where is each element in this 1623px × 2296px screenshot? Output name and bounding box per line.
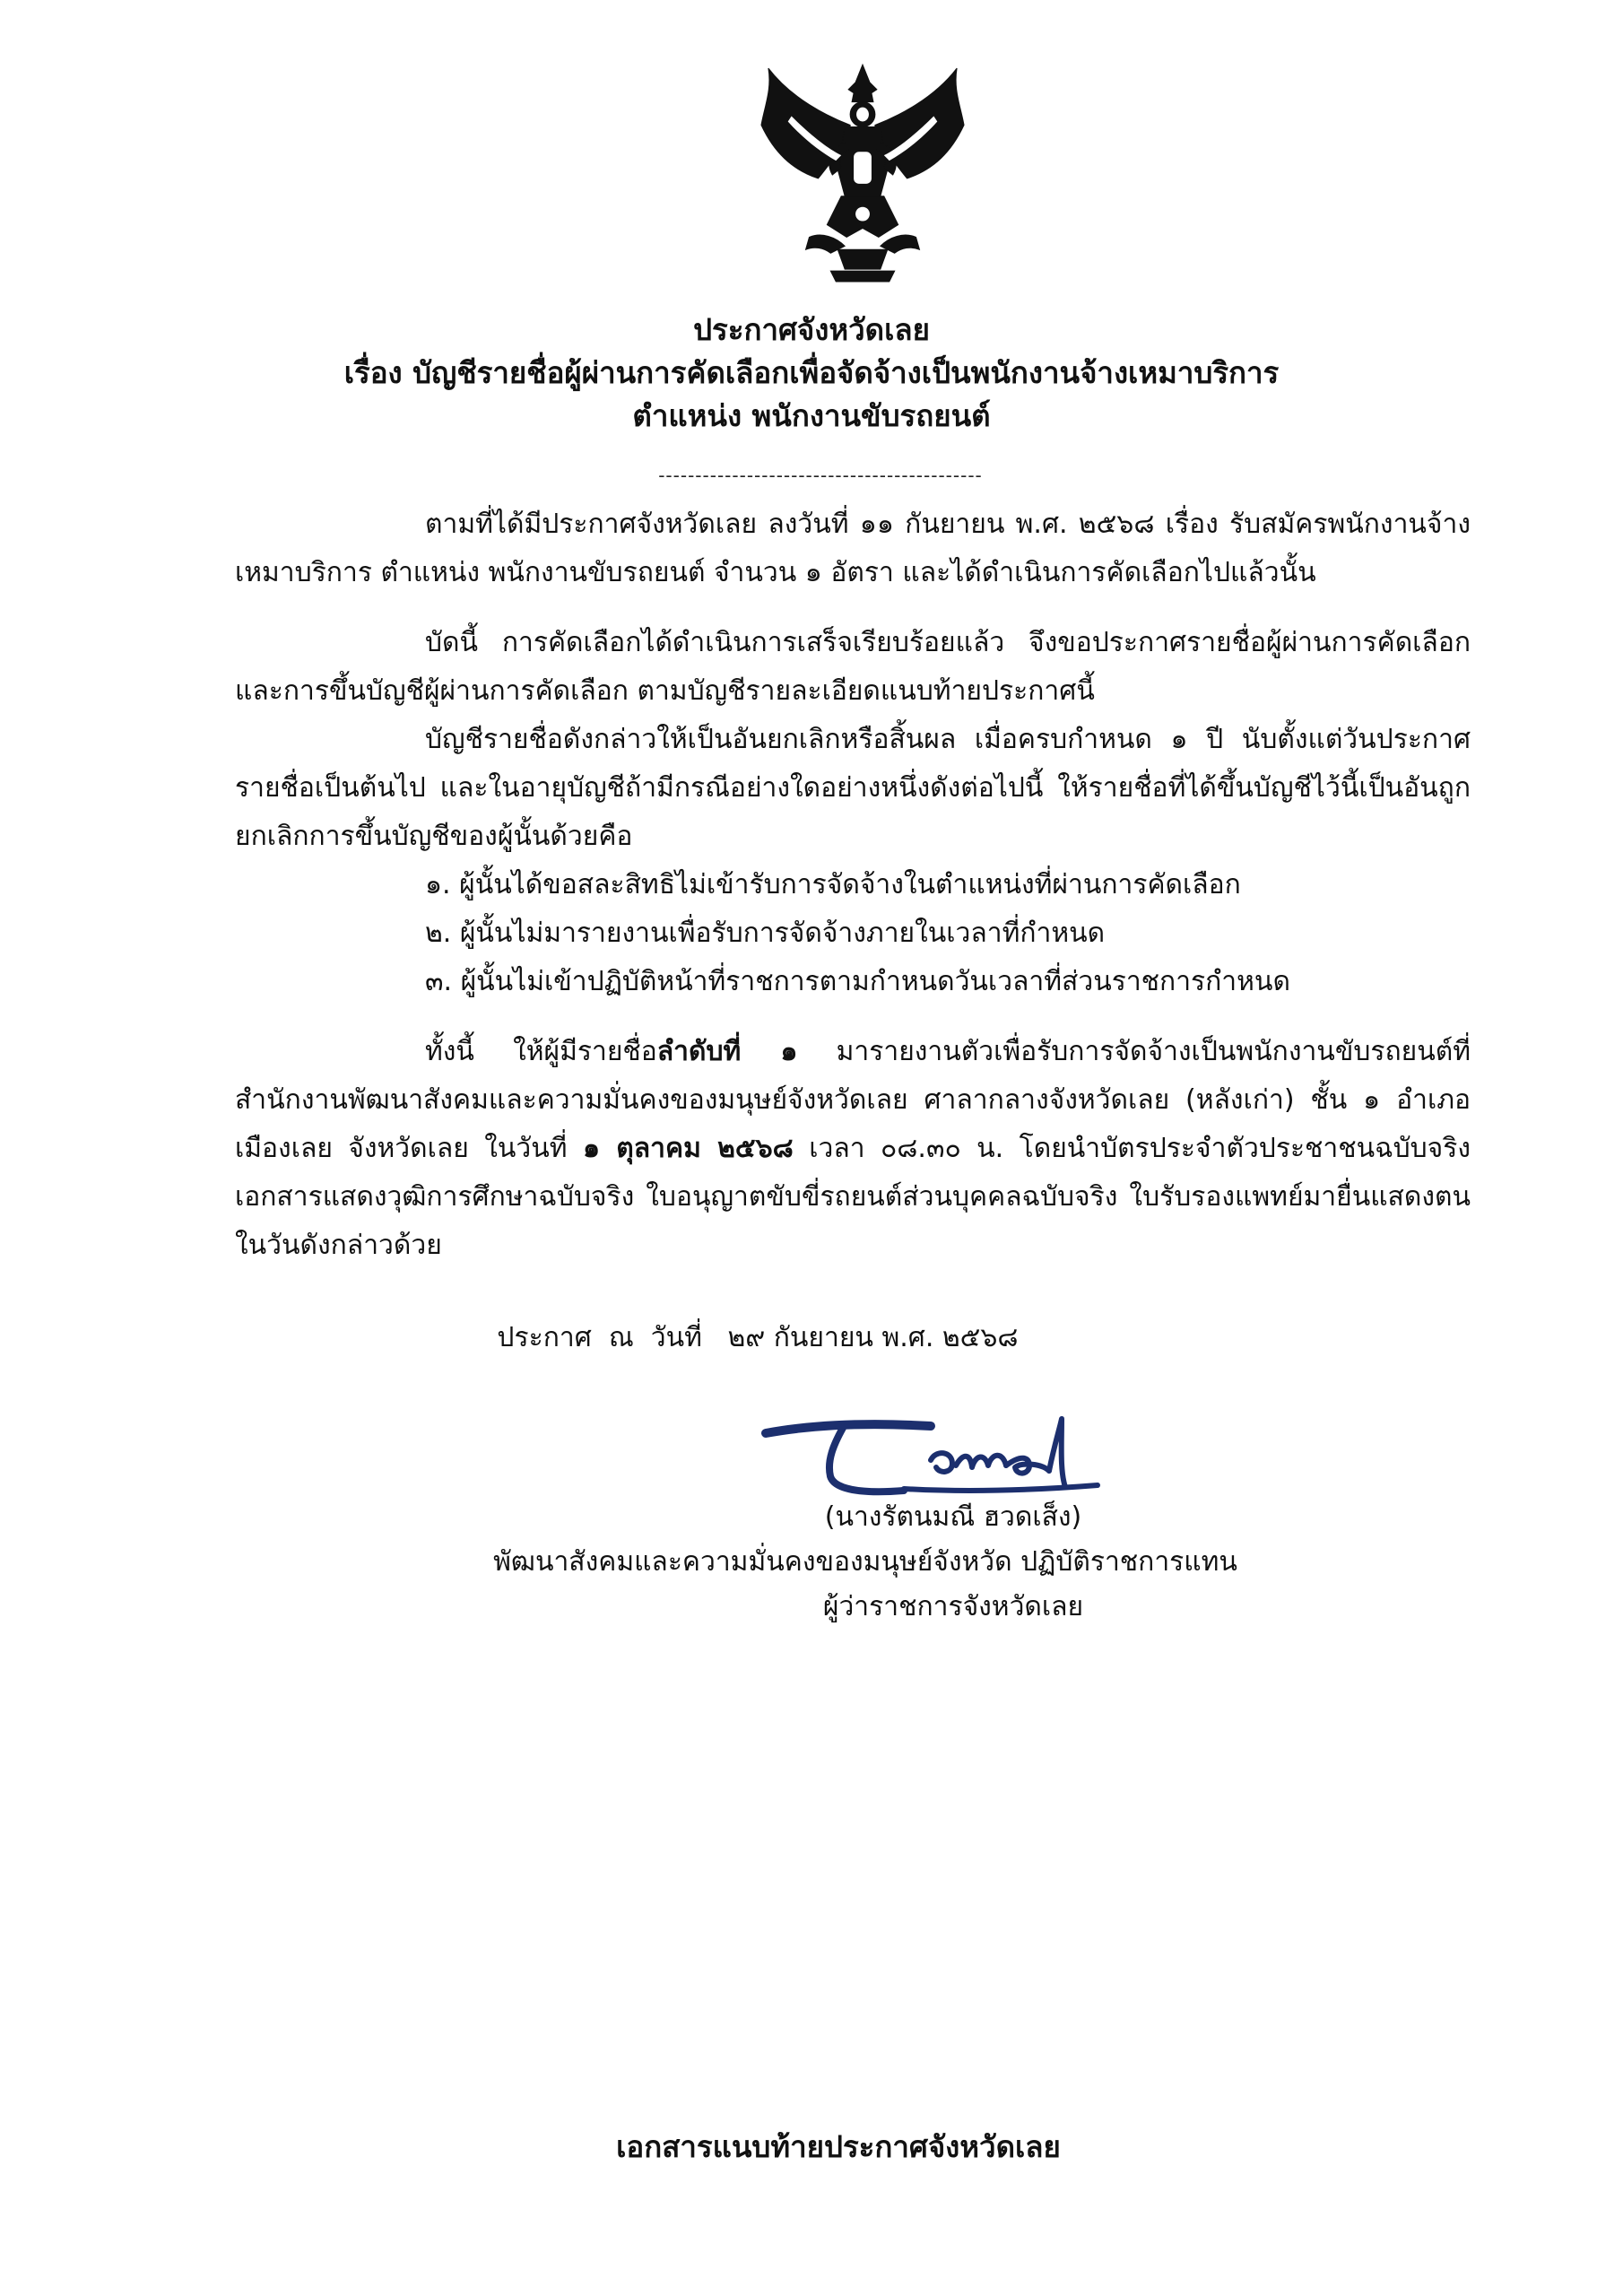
paragraph-1: ตามที่ได้มีประกาศจังหวัดเลย ลงวันที่ ๑๑ กันยายน พ.ศ. ๒๕๖๘ เรื่อง รับสมัครพนักงานจ้างเหมาบริการ ตำแหน่ง พนักงานขับรถยนต์ จำนวน ๑ อัตรา และได้ดำเนินการคัดเลือกไปแล้วนั้น <box>235 509 1471 588</box>
document-title: ประกาศจังหวัดเลย <box>693 312 930 347</box>
paragraph-2: บัดนี้ การคัดเลือกได้ดำเนินการเสร็จเรียบร้อยแล้ว จึงขอประกาศรายชื่อผู้ผ่านการคัดเลือกและการขึ้นบัญชีผู้ผ่านการคัดเลือก ตามบัญชีรายละเอียดแนบท้ายประกาศนี้ <box>235 627 1471 707</box>
signatory-title: พัฒนาสังคมและความมั่นคงของมนุษย์จังหวัด ปฏิบัติราชการแทน <box>493 1546 1237 1578</box>
condition-item-1: ๑. ผู้นั้นได้ขอสละสิทธิไม่เข้ารับการจัดจ้างในตำแหน่งที่ผ่านการคัดเลือก <box>425 869 1241 900</box>
paragraph-4-part-c: เวลา ๐๘.๓๐ น. โดยนำบัตรประจำตัวประชาชนฉบับจริง เอกสารแสดงวุฒิการศึกษาฉบับจริง ใบอนุญาตขับขี่รถยนต์ส่วนบุคคลฉบับจริง ใบรับรองแพทย์มายื่นแสดงตนในวันดังกล่าวด้วย <box>235 1133 1471 1261</box>
paragraph-4 <box>235 1028 1471 1270</box>
document-position: ตำแหน่ง พนักงานขับรถยนต์ <box>632 398 991 433</box>
condition-item-3: ๓. ผู้นั้นไม่เข้าปฏิบัติหน้าที่ราชการตามกำหนดวันเวลาที่ส่วนราชการกำหนด <box>425 966 1290 997</box>
announcement-date: ประกาศ ณ วันที่ ๒๙ กันยายน พ.ศ. ๒๕๖๘ <box>497 1322 1019 1353</box>
paragraph-4-part-a: ทั้งนี้ ให้ผู้มีรายชื่อ <box>425 1036 657 1067</box>
signatory-title-2: ผู้ว่าราชการจังหวัดเลย <box>822 1591 1084 1622</box>
garuda-emblem-icon <box>756 63 969 285</box>
handwritten-signature-icon <box>760 1408 1110 1507</box>
paragraph-3: บัญชีรายชื่อดังกล่าวให้เป็นอันยกเลิกหรือสิ้นผล เมื่อครบกำหนด ๑ ปี นับตั้งแต่วันประกาศรายชื่อเป็นต้นไป และในอายุบัญชีถ้ามีกรณีอย่างใดอย่างหนึ่งดังต่อไปนี้ ให้รายชื่อที่ได้ขึ้นบัญชีไว้นี้เป็นอันถูกยกเลิกการขึ้นบัญชีของผู้นั้นด้วยคือ <box>235 724 1471 852</box>
document-subject: เรื่อง บัญชีรายชื่อผู้ผ่านการคัดเลือกเพื่อจัดจ้างเป็นพนักงานจ้างเหมาบริการ <box>343 355 1280 390</box>
document-body <box>235 500 1471 1270</box>
paragraph-4-part-b: มารายงานตัวเพื่อรับการจัดจ้างเป็นพนักงานขับรถยนต์ที่สำนักงานพัฒนาสังคมและความมั่นคงของมนุษย์จังหวัดเลย ศาลากลางจังหวัดเลย (หลังเก่า) ชั้น ๑ อำเภอเมืองเลย จังหวัดเลย ในวันที่ <box>235 1036 1471 1164</box>
condition-item-2: ๒. ผู้นั้นไม่มารายงานเพื่อรับการจัดจ้างภายในเวลาที่กำหนด <box>425 918 1106 949</box>
header-divider: -------------------------------------------- <box>658 465 983 486</box>
signatory-name: (นางรัตนมณี ฮวดเส็ง) <box>824 1501 1082 1533</box>
attachment-title: เอกสารแนบท้ายประกาศจังหวัดเลย <box>616 2129 1061 2164</box>
rank-number: ลำดับที่ ๑ <box>656 1036 798 1067</box>
report-date: ๑ ตุลาคม ๒๕๖๘ <box>582 1133 794 1164</box>
